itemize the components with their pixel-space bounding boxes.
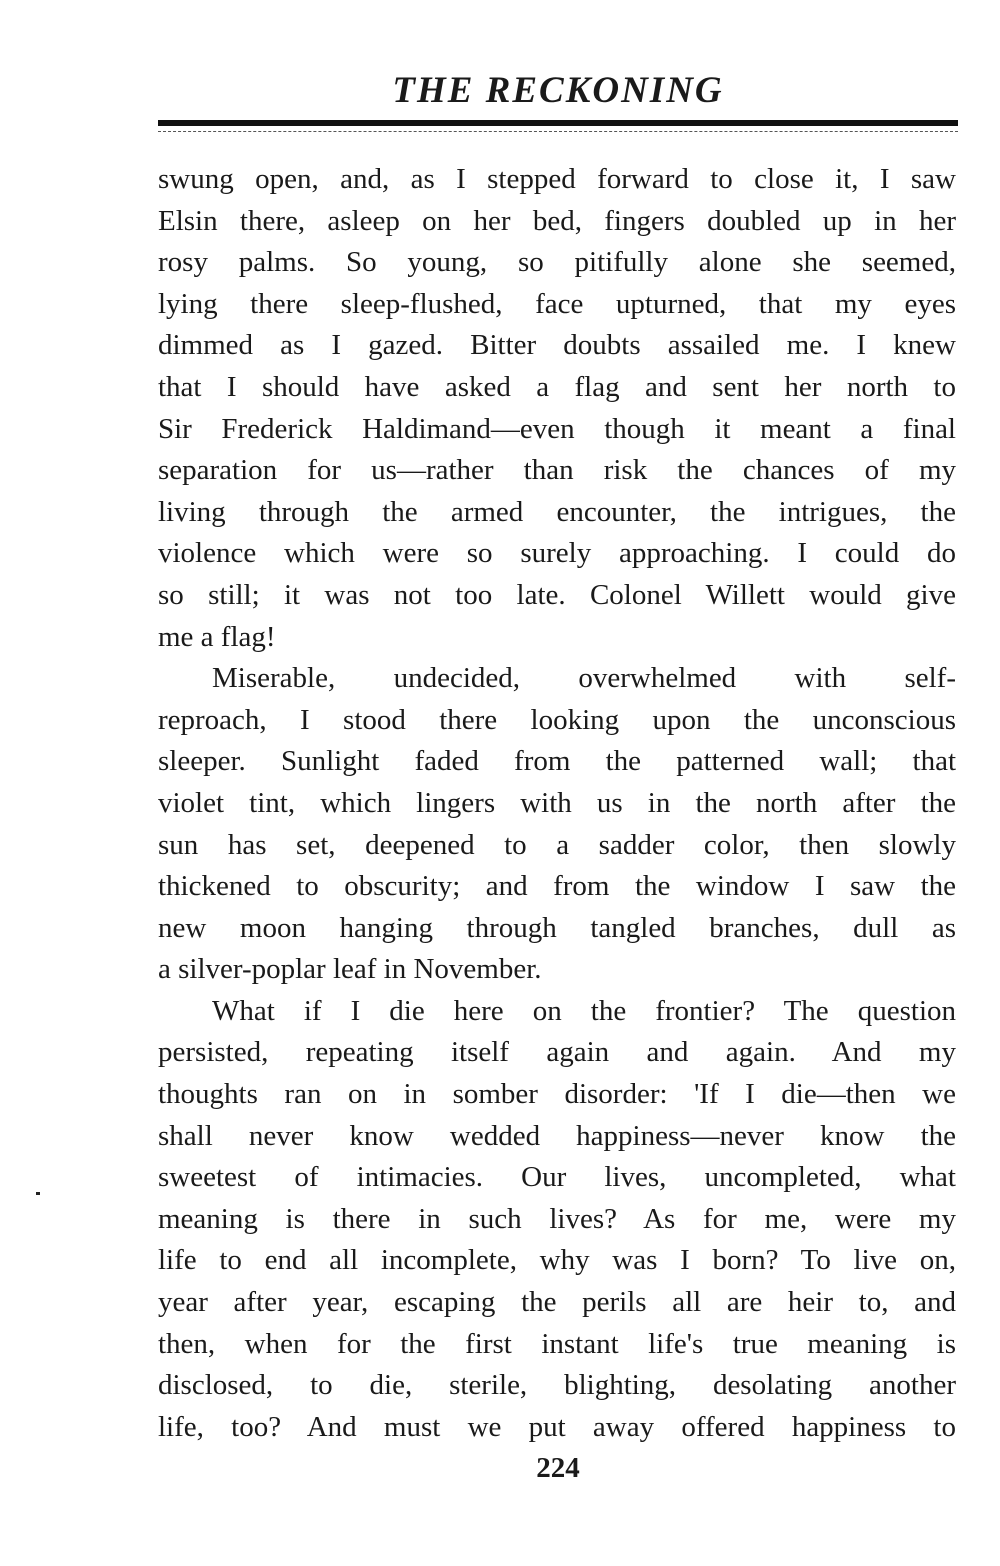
header-rule-thick <box>158 120 958 126</box>
margin-speck <box>36 1192 40 1195</box>
text-line: year after year, escaping the perils all are heir to, and <box>158 1286 956 1319</box>
page-number: 224 <box>536 1452 580 1484</box>
text-line: then, when for the first instant life's true meaning is <box>158 1327 956 1360</box>
text-line: shall never know wedded happiness—never know the <box>158 1119 956 1152</box>
text-line: living through the armed encounter, the intrigues, the <box>158 495 956 528</box>
text-line: thickened to obscurity; and from the window I saw the <box>158 870 956 903</box>
text-line: dimmed as I gazed. Bitter doubts assailed me. I knew <box>158 329 956 362</box>
text-line: Miserable, undecided, overwhelmed with self- <box>212 662 956 695</box>
text-line: reproach, I stood there looking upon the unconscious <box>158 703 956 736</box>
text-line: disclosed, to die, sterile, blighting, desolating another <box>158 1369 956 1402</box>
text-line: life, too? And must we put away offered happiness to <box>158 1410 956 1443</box>
text-line: Elsin there, asleep on her bed, fingers doubled up in her <box>158 204 956 237</box>
text-line: sweetest of intimacies. Our lives, uncompleted, what <box>158 1161 956 1194</box>
text-line: persisted, repeating itself again and again. And my <box>158 1036 956 1069</box>
text-line: meaning is there in such lives? As for me, were my <box>158 1202 956 1235</box>
text-line: me a flag! <box>158 620 276 653</box>
text-line: lying there sleep-flushed, face upturned, that my eyes <box>158 287 956 320</box>
text-line: that I should have asked a flag and sent her north to <box>158 370 956 403</box>
text-line: violet tint, which lingers with us in the north after the <box>158 786 956 819</box>
text-line: sun has set, deepened to a sadder color, then slowly <box>158 828 956 861</box>
text-line: thoughts ran on in somber disorder: 'If I die—then we <box>158 1078 956 1111</box>
text-line: so still; it was not too late. Colonel Willett would give <box>158 578 956 611</box>
text-line: Sir Frederick Haldimand—even though it meant a final <box>158 412 956 445</box>
text-line: life to end all incomplete, why was I born? To live on, <box>158 1244 956 1277</box>
text-line: sleeper. Sunlight faded from the patterned wall; that <box>158 745 956 778</box>
header-rule-thin <box>158 131 958 132</box>
text-line: swung open, and, as I stepped forward to close it, I saw <box>158 163 956 195</box>
text-line: separation for us—rather than risk the chances of my <box>158 454 956 487</box>
text-line: rosy palms. So young, so pitifully alone she seemed, <box>158 246 956 279</box>
text-line: violence which were so surely approaching. I could do <box>158 537 956 570</box>
text-line: What if I die here on the frontier? The question <box>212 994 956 1027</box>
text-line: a silver-poplar leaf in November. <box>158 953 542 986</box>
running-head-title: THE RECKONING <box>392 70 724 111</box>
text-line: new moon hanging through tangled branches, dull as <box>158 911 956 944</box>
body-text <box>158 159 956 1448</box>
